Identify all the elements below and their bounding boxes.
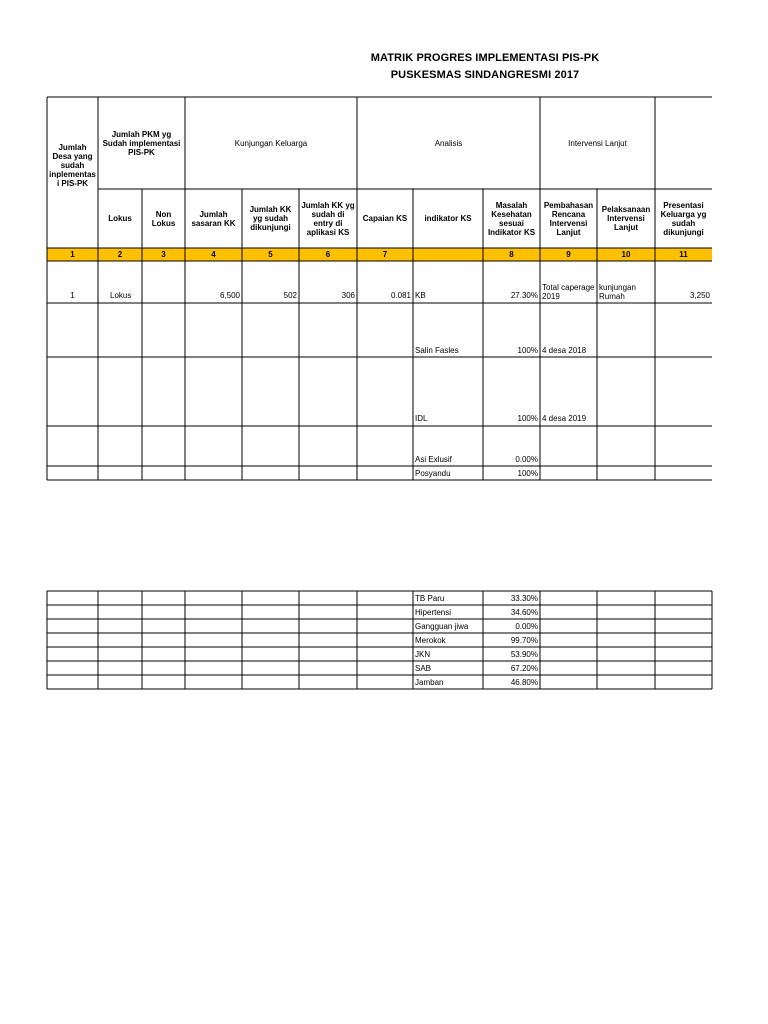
header-jumlah-sasaran: Jumlah sasaran KK (191, 209, 236, 228)
row1-indikator: KB (415, 290, 426, 300)
document-title: MATRIK PROGRES IMPLEMENTASI PIS-PK (370, 52, 600, 64)
table1-row-masalah: 100% (517, 468, 538, 478)
row1-no: 1 (70, 290, 75, 300)
table2-row-masalah: 34.60% (510, 607, 538, 617)
header-jumlah-desa: Jumlah Desa yang sudah inplementas i PIS-PK (49, 142, 96, 188)
table2-row-indikator: Jamban (415, 677, 444, 687)
table2-row-indikator: JKN (415, 649, 431, 659)
header-kunjungan-keluarga: Kunjungan Keluarga (234, 138, 308, 148)
header-kk-dikunjungi: Jumlah KK yg sudah dikunjungi (249, 205, 292, 232)
column-number-6: 6 (325, 250, 331, 259)
column-number-4: 4 (211, 250, 216, 259)
table2-row-masalah: 46.80% (510, 677, 538, 687)
table2-row-masalah: 0.00% (515, 621, 538, 631)
table1-row-indikator: Posyandu (415, 468, 451, 478)
row1-pembahasan: Total caperage 2019 (542, 283, 595, 301)
table2-row-masalah: 53.90% (510, 649, 538, 659)
header-kk-entry: Jumlah KK yg sudah di entry di aplikasi KS (301, 200, 355, 237)
table2-row-indikator: SAB (415, 663, 432, 673)
table1-row-pembahasan: 4 desa 2019 (542, 413, 587, 423)
header-non-lokus: Non Lokus (151, 209, 176, 228)
table2-row-masalah: 67.20% (510, 663, 538, 673)
column-number-7: 7 (382, 250, 388, 259)
header-indikator-ks: indikator KS (424, 214, 472, 223)
table2-row-indikator: Merokok (415, 635, 446, 645)
row1-capaian: 0.081 (390, 290, 411, 300)
table1-row-masalah: 100% (517, 345, 538, 355)
header-analisis: Analisis (434, 138, 463, 148)
table1-row-indikator: Salin Fasles (415, 345, 459, 355)
column-number-9: 9 (566, 250, 571, 259)
table2-row-indikator: Gangguan jiwa (415, 621, 469, 631)
column-number-5: 5 (268, 250, 273, 259)
header-pembahasan: Pembahasan Rencana Intervensi Lanjut (543, 200, 594, 237)
row1-lokus: Lokus (110, 290, 132, 300)
column-number-10: 10 (621, 250, 631, 259)
header-capaian-ks: Capaian KS (362, 214, 408, 223)
column-number-8: 8 (509, 250, 514, 259)
table1-row-pembahasan: 4 desa 2018 (542, 345, 587, 355)
header-presentasi: Presentasi Keluarga yg sudah dikunjungi (660, 200, 707, 237)
table2-row-masalah: 99.70% (510, 635, 538, 645)
header-masalah-kesehatan: Masalah Kesehatan sesuai Indikator KS (487, 200, 536, 237)
table2-row-indikator: TB Paru (415, 593, 445, 603)
column-number-11: 11 (679, 250, 688, 259)
table1-row-masalah: 100% (517, 413, 538, 423)
row1-masalah: 27.30% (510, 290, 538, 300)
document-subtitle: PUSKESMAS SINDANGRESMI 2017 (390, 69, 580, 81)
table1-row-indikator: IDL (415, 413, 428, 423)
table1-row-indikator: Asi Exlusif (415, 454, 452, 464)
table1-row-masalah: 0.00% (515, 454, 538, 464)
row1-dikunjungi: 502 (283, 290, 297, 300)
table2-row-indikator: Hipertensi (415, 607, 452, 617)
header-pelaksanaan: Pelaksanaan Intervensi Lanjut (601, 205, 651, 232)
header-jumlah-pkm: Jumlah PKM yg Sudah implementasi PIS-PK (102, 130, 181, 157)
column-number-1: 1 (70, 250, 75, 259)
row1-pelaksanaan: kunjungan Rumah (599, 283, 636, 301)
column-number-3: 3 (161, 250, 166, 259)
row1-presentasi: 3,250 (689, 290, 710, 300)
column-number-2: 2 (117, 250, 123, 259)
table2-row-masalah: 33.30% (510, 593, 538, 603)
header-lokus: Lokus (108, 214, 132, 223)
row1-sasaran: 6,500 (219, 290, 240, 300)
header-intervensi-lanjut: Intervensi Lanjut (568, 138, 627, 148)
row1-entry: 306 (341, 290, 355, 300)
